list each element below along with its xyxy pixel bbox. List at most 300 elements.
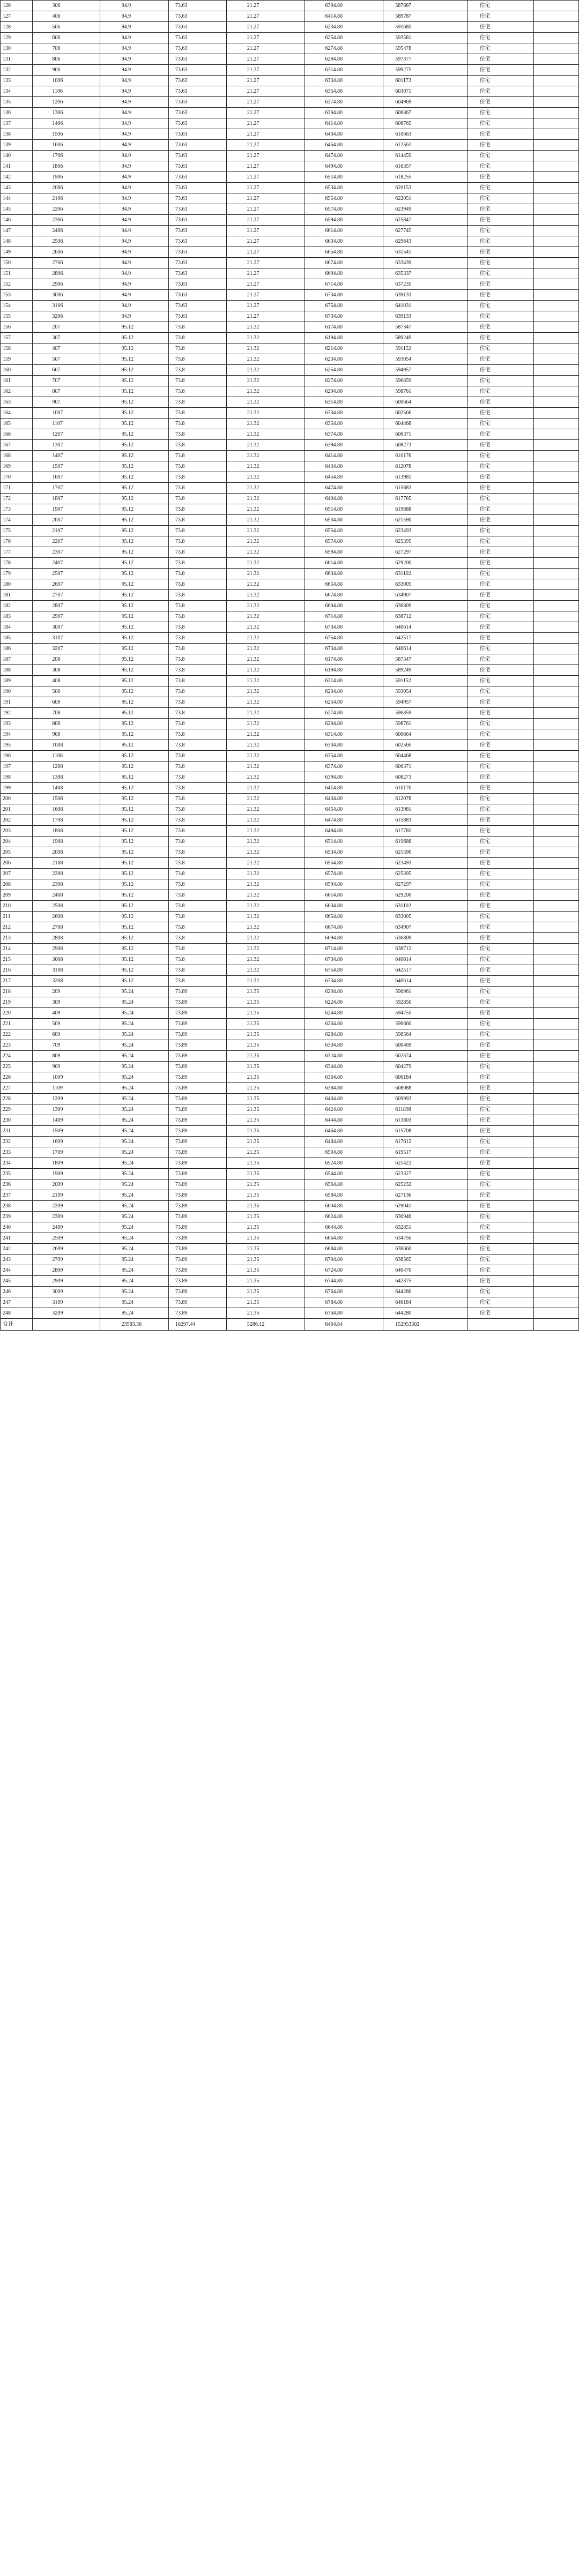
- table-row: [1, 43, 579, 54]
- gross-area-cell: 94.9: [100, 236, 168, 247]
- gross-area-cell: 95.12: [100, 365, 168, 376]
- total-price-cell: 640614: [383, 644, 468, 654]
- usage-cell: 住宅: [467, 547, 533, 558]
- inner-area-cell: 73.63: [168, 65, 226, 76]
- table-row: [1, 279, 579, 290]
- unit-number-cell: 308: [33, 665, 100, 676]
- usage-cell: 住宅: [467, 1137, 533, 1147]
- unit-price-cell: 6514.80: [305, 172, 383, 183]
- row-number-cell: 201: [1, 804, 33, 815]
- unit-price-cell: 6674.80: [305, 922, 383, 933]
- usage-cell: 住宅: [467, 301, 533, 311]
- unit-number-cell: 1407: [33, 451, 100, 461]
- inner-area-cell: 73.8: [168, 783, 226, 794]
- total-price-cell: 600469: [383, 1040, 468, 1051]
- unit-price-cell: 6354.80: [305, 419, 383, 429]
- row-number-cell: 158: [1, 344, 33, 354]
- shared-area-cell: 21.35: [226, 1244, 305, 1255]
- total-price-cell: 598761: [383, 386, 468, 397]
- total-price-cell: 614459: [383, 151, 468, 161]
- row-number-cell: 210: [1, 901, 33, 912]
- gross-area-cell: 95.24: [100, 1190, 168, 1201]
- gross-area-cell: 95.12: [100, 440, 168, 451]
- unit-number-cell: 2606: [33, 247, 100, 258]
- remark-cell: [533, 783, 578, 794]
- remark-cell: [533, 290, 578, 301]
- inner-area-cell: 73.8: [168, 719, 226, 729]
- inner-area-cell: 73.8: [168, 461, 226, 472]
- unit-price-cell: 6444.80: [305, 1115, 383, 1126]
- shared-area-cell: 21.32: [226, 815, 305, 826]
- shared-area-cell: 21.32: [226, 365, 305, 376]
- gross-area-cell: 95.24: [100, 1104, 168, 1115]
- unit-price-cell: 6574.80: [305, 204, 383, 215]
- inner-area-cell: 73.8: [168, 419, 226, 429]
- total-price-cell: 610176: [383, 783, 468, 794]
- unit-price-cell: 6754.80: [305, 965, 383, 976]
- total-price-cell: 640614: [383, 622, 468, 633]
- remark-cell: [533, 461, 578, 472]
- inner-area-cell: 73.89: [168, 1115, 226, 1126]
- row-number-cell: 209: [1, 890, 33, 901]
- total-price-cell: 619688: [383, 837, 468, 847]
- unit-price-cell: 6434.80: [305, 129, 383, 140]
- usage-cell: 住宅: [467, 1222, 533, 1233]
- gross-area-cell: 95.12: [100, 761, 168, 772]
- inner-area-cell: 73.8: [168, 697, 226, 708]
- inner-area-cell: 73.8: [168, 815, 226, 826]
- table-row: [1, 1137, 579, 1147]
- table-row: [1, 22, 579, 33]
- shared-area-cell: 21.27: [226, 43, 305, 54]
- usage-cell: 住宅: [467, 1265, 533, 1276]
- table-row: [1, 697, 579, 708]
- unit-price-cell: 6494.80: [305, 161, 383, 172]
- unit-price-cell: 6574.80: [305, 869, 383, 879]
- unit-number-cell: 1206: [33, 97, 100, 108]
- gross-area-cell: 95.24: [100, 1019, 168, 1029]
- total-price-cell: 598761: [383, 719, 468, 729]
- table-row: [1, 1212, 579, 1222]
- usage-cell: 住宅: [467, 1147, 533, 1158]
- unit-price-cell: 6554.80: [305, 193, 383, 204]
- row-number-cell: 244: [1, 1265, 33, 1276]
- shared-area-cell: 21.32: [226, 483, 305, 494]
- inner-area-cell: 73.89: [168, 1029, 226, 1040]
- table-row: [1, 558, 579, 569]
- table-row: [1, 815, 579, 826]
- unit-number-cell: 507: [33, 354, 100, 365]
- row-number-cell: 237: [1, 1190, 33, 1201]
- gross-area-cell: 95.12: [100, 429, 168, 440]
- row-number-cell: 186: [1, 644, 33, 654]
- remark-cell: [533, 558, 578, 569]
- remark-cell: [533, 268, 578, 279]
- table-row: [1, 397, 579, 408]
- gross-area-cell: 94.9: [100, 22, 168, 33]
- shared-area-cell: 21.35: [226, 1287, 305, 1297]
- total-price-cell: 587347: [383, 654, 468, 665]
- total-price-cell: 636809: [383, 933, 468, 944]
- unit-price-cell: 6244.80: [305, 1008, 383, 1019]
- unit-number-cell: 2808: [33, 933, 100, 944]
- unit-number-cell: 307: [33, 333, 100, 344]
- inner-area-cell: 73.8: [168, 344, 226, 354]
- shared-area-cell: 21.27: [226, 193, 305, 204]
- shared-area-cell: 21.32: [226, 354, 305, 365]
- shared-area-cell: 21.27: [226, 204, 305, 215]
- gross-area-cell: 95.12: [100, 397, 168, 408]
- total-price-cell: 621422: [383, 1158, 468, 1169]
- total-price-cell: 615708: [383, 1126, 468, 1137]
- table-row: [1, 386, 579, 397]
- unit-price-cell: 6514.80: [305, 837, 383, 847]
- table-row: [1, 1072, 579, 1083]
- total-price-cell: 630946: [383, 1212, 468, 1222]
- remark-cell: [533, 1158, 578, 1169]
- unit-price-cell: 6714.80: [305, 611, 383, 622]
- inner-area-cell: 73.8: [168, 611, 226, 622]
- unit-price-cell: 6534.80: [305, 515, 383, 526]
- remark-cell: [533, 804, 578, 815]
- gross-area-cell: 95.12: [100, 579, 168, 590]
- unit-number-cell: 1907: [33, 504, 100, 515]
- row-number-cell: 152: [1, 279, 33, 290]
- total-row: [1, 1319, 579, 1331]
- unit-price-cell: 6564.80: [305, 1179, 383, 1190]
- row-number-cell: 148: [1, 236, 33, 247]
- unit-price-cell: 6574.80: [305, 536, 383, 547]
- usage-cell: 住宅: [467, 740, 533, 751]
- remark-cell: [533, 954, 578, 965]
- unit-price-cell: 6674.80: [305, 258, 383, 268]
- table-row: [1, 140, 579, 151]
- unit-number-cell: 2709: [33, 1255, 100, 1265]
- unit-number-cell: 3107: [33, 633, 100, 644]
- unit-number-cell: 2009: [33, 1179, 100, 1190]
- shared-area-cell: 21.32: [226, 558, 305, 569]
- inner-area-cell: 73.63: [168, 215, 226, 226]
- unit-number-cell: 1706: [33, 151, 100, 161]
- table-row: [1, 686, 579, 697]
- gross-area-cell: 95.12: [100, 686, 168, 697]
- remark-cell: [533, 611, 578, 622]
- table-row: [1, 1, 579, 11]
- usage-cell: 住宅: [467, 515, 533, 526]
- usage-cell: 住宅: [467, 794, 533, 804]
- shared-area-cell: 21.27: [226, 301, 305, 311]
- unit-number-cell: 409: [33, 1008, 100, 1019]
- inner-area-cell: 73.89: [168, 1126, 226, 1137]
- total-price-cell: 600664: [383, 397, 468, 408]
- remark-cell: [533, 1276, 578, 1287]
- unit-number-cell: 1708: [33, 815, 100, 826]
- usage-cell: 住宅: [467, 761, 533, 772]
- inner-area-cell: 73.63: [168, 108, 226, 118]
- unit-price-cell: 6454.80: [305, 140, 383, 151]
- row-number-cell: 184: [1, 622, 33, 633]
- table-row: [1, 1126, 579, 1137]
- usage-cell: 住宅: [467, 22, 533, 33]
- inner-area-cell: 73.8: [168, 590, 226, 601]
- row-number-cell: 190: [1, 686, 33, 697]
- shared-area-cell: 21.27: [226, 54, 305, 65]
- total-price-cell: 589249: [383, 333, 468, 344]
- inner-area-cell: 73.89: [168, 1083, 226, 1094]
- table-row: [1, 451, 579, 461]
- inner-area-cell: 73.63: [168, 226, 226, 236]
- shared-area-cell: 21.32: [226, 526, 305, 536]
- usage-cell: 住宅: [467, 772, 533, 783]
- table-row: [1, 1276, 579, 1287]
- unit-number-cell: 709: [33, 1040, 100, 1051]
- unit-number-cell: 3208: [33, 976, 100, 987]
- gross-area-cell: 95.24: [100, 1244, 168, 1255]
- row-number-cell: 247: [1, 1297, 33, 1308]
- gross-area-cell: 95.24: [100, 1147, 168, 1158]
- gross-area-cell: 94.9: [100, 193, 168, 204]
- total-price-cell: 623493: [383, 526, 468, 536]
- row-number-cell: 198: [1, 772, 33, 783]
- gross-area-cell: 94.9: [100, 43, 168, 54]
- remark-cell: [533, 515, 578, 526]
- shared-area-cell: 21.32: [226, 772, 305, 783]
- gross-area-cell: 95.12: [100, 665, 168, 676]
- unit-price-cell: 6634.80: [305, 569, 383, 579]
- unit-number-cell: 2506: [33, 236, 100, 247]
- table-row: [1, 1287, 579, 1297]
- row-number-cell: 195: [1, 740, 33, 751]
- total-price-cell: 594957: [383, 697, 468, 708]
- unit-price-cell: 6664.80: [305, 1233, 383, 1244]
- gross-area-cell: 95.12: [100, 322, 168, 333]
- shared-area-cell: 21.32: [226, 376, 305, 386]
- total-price-cell: 639133: [383, 311, 468, 322]
- unit-number-cell: 1807: [33, 494, 100, 504]
- usage-cell: 住宅: [467, 644, 533, 654]
- row-number-cell: 135: [1, 97, 33, 108]
- gross-area-cell: 94.9: [100, 215, 168, 226]
- usage-cell: 住宅: [467, 333, 533, 344]
- total-price-cell: 637235: [383, 279, 468, 290]
- row-number-cell: 154: [1, 301, 33, 311]
- inner-area-cell: 73.89: [168, 1233, 226, 1244]
- inner-area-cell: 73.89: [168, 1072, 226, 1083]
- gross-area-cell: 95.12: [100, 794, 168, 804]
- unit-price-cell: 6474.80: [305, 151, 383, 161]
- total-price-cell: 631102: [383, 569, 468, 579]
- shared-area-cell: 21.32: [226, 461, 305, 472]
- unit-number-cell: 2006: [33, 183, 100, 193]
- shared-area-cell: 21.32: [226, 729, 305, 740]
- remark-cell: [533, 676, 578, 686]
- shared-area-cell: 21.32: [226, 622, 305, 633]
- inner-area-cell: 73.63: [168, 161, 226, 172]
- unit-number-cell: 2108: [33, 858, 100, 869]
- remark-cell: [533, 472, 578, 483]
- usage-cell: 住宅: [467, 215, 533, 226]
- unit-number-cell: 2707: [33, 590, 100, 601]
- total-price-cell: 606184: [383, 1072, 468, 1083]
- total-price-cell: 620153: [383, 183, 468, 193]
- unit-price-cell: 6714.80: [305, 279, 383, 290]
- usage-cell: 住宅: [467, 1094, 533, 1104]
- inner-area-cell: 73.8: [168, 483, 226, 494]
- shared-area-cell: 21.27: [226, 97, 305, 108]
- unit-number-cell: 1509: [33, 1126, 100, 1137]
- unit-number-cell: 3106: [33, 301, 100, 311]
- row-number-cell: 238: [1, 1201, 33, 1212]
- usage-cell: 住宅: [467, 365, 533, 376]
- total-price-cell: 636660: [383, 1244, 468, 1255]
- unit-price-cell: 6254.80: [305, 365, 383, 376]
- usage-cell: 住宅: [467, 1104, 533, 1115]
- unit-number-cell: 908: [33, 729, 100, 740]
- remark-cell: [533, 654, 578, 665]
- total-price-cell: 623949: [383, 204, 468, 215]
- remark-cell: [533, 1062, 578, 1072]
- table-row: [1, 97, 579, 108]
- remark-cell: [533, 1, 578, 11]
- inner-area-cell: 73.8: [168, 944, 226, 954]
- gross-area-cell: 95.12: [100, 815, 168, 826]
- shared-area-cell: 21.32: [226, 494, 305, 504]
- remark-cell: [533, 1190, 578, 1201]
- shared-area-cell: 21.32: [226, 965, 305, 976]
- inner-area-cell: 73.8: [168, 858, 226, 869]
- unit-price-cell: 6594.80: [305, 547, 383, 558]
- table-row: [1, 54, 579, 65]
- row-number-cell: 206: [1, 858, 33, 869]
- unit-number-cell: 1409: [33, 1115, 100, 1126]
- total-price-cell: 642375: [383, 1276, 468, 1287]
- total-price-cell: 598564: [383, 1029, 468, 1040]
- unit-price-cell: 6474.80: [305, 815, 383, 826]
- shared-area-cell: 21.27: [226, 108, 305, 118]
- usage-cell: 住宅: [467, 719, 533, 729]
- unit-number-cell: 1207: [33, 429, 100, 440]
- row-number-cell: 136: [1, 108, 33, 118]
- gross-area-cell: 95.12: [100, 461, 168, 472]
- gross-area-cell: 95.12: [100, 890, 168, 901]
- unit-number-cell: 2008: [33, 847, 100, 858]
- usage-cell: 住宅: [467, 322, 533, 333]
- unit-price-cell: 6394.80: [305, 108, 383, 118]
- total-price-cell: 601173: [383, 76, 468, 86]
- unit-number-cell: 608: [33, 697, 100, 708]
- inner-area-cell: 73.8: [168, 408, 226, 419]
- usage-cell: 住宅: [467, 558, 533, 569]
- usage-cell: 住宅: [467, 858, 533, 869]
- usage-cell: 住宅: [467, 451, 533, 461]
- total-price-cell: 629200: [383, 890, 468, 901]
- total-price-cell: 597377: [383, 54, 468, 65]
- unit-number-cell: 1606: [33, 140, 100, 151]
- unit-price-cell: 6784.80: [305, 1297, 383, 1308]
- row-number-cell: 156: [1, 322, 33, 333]
- shared-area-cell: 21.32: [226, 847, 305, 858]
- unit-number-cell: 1408: [33, 783, 100, 794]
- row-number-cell: 182: [1, 601, 33, 611]
- usage-cell: 住宅: [467, 118, 533, 129]
- gross-area-cell: 95.24: [100, 1008, 168, 1019]
- unit-number-cell: 209: [33, 987, 100, 997]
- unit-price-cell: 6174.80: [305, 654, 383, 665]
- shared-area-cell: 21.32: [226, 515, 305, 526]
- unit-number-cell: 1108: [33, 751, 100, 761]
- shared-area-cell: 21.32: [226, 654, 305, 665]
- table-row: [1, 665, 579, 676]
- total-price-cell: 625395: [383, 869, 468, 879]
- unit-price-cell: 6374.80: [305, 97, 383, 108]
- unit-price-cell: 6734.80: [305, 290, 383, 301]
- usage-cell: 住宅: [467, 86, 533, 97]
- table-row: [1, 311, 579, 322]
- gross-area-cell: 95.24: [100, 1051, 168, 1062]
- gross-area-cell: 95.12: [100, 708, 168, 719]
- shared-area-cell: 21.35: [226, 1190, 305, 1201]
- remark-cell: [533, 419, 578, 429]
- row-number-cell: 225: [1, 1062, 33, 1072]
- shared-area-cell: 21.27: [226, 258, 305, 268]
- usage-cell: 住宅: [467, 140, 533, 151]
- unit-price-cell: 6404.80: [305, 1094, 383, 1104]
- shared-area-cell: 21.35: [226, 1051, 305, 1062]
- inner-area-cell: 73.63: [168, 268, 226, 279]
- remark-cell: [533, 965, 578, 976]
- row-number-cell: 200: [1, 794, 33, 804]
- gross-area-cell: 95.12: [100, 944, 168, 954]
- total-unit-number-cell: [33, 1319, 100, 1331]
- inner-area-cell: 73.89: [168, 1158, 226, 1169]
- unit-price-cell: 6644.80: [305, 1222, 383, 1233]
- usage-cell: 住宅: [467, 569, 533, 579]
- total-price-cell: 631102: [383, 901, 468, 912]
- gross-area-cell: 95.24: [100, 1265, 168, 1276]
- row-number-cell: 245: [1, 1276, 33, 1287]
- total-price-cell: 612078: [383, 794, 468, 804]
- shared-area-cell: 21.35: [226, 1265, 305, 1276]
- usage-cell: 住宅: [467, 226, 533, 236]
- gross-area-cell: 95.12: [100, 333, 168, 344]
- total-price-cell: 638712: [383, 611, 468, 622]
- usage-cell: 住宅: [467, 611, 533, 622]
- total-price-cell: 593054: [383, 686, 468, 697]
- shared-area-cell: 21.32: [226, 933, 305, 944]
- row-number-cell: 137: [1, 118, 33, 129]
- table-row: [1, 708, 579, 719]
- shared-area-cell: 21.35: [226, 1297, 305, 1308]
- unit-number-cell: 406: [33, 11, 100, 22]
- remark-cell: [533, 1147, 578, 1158]
- remark-cell: [533, 686, 578, 697]
- gross-area-cell: 95.24: [100, 1308, 168, 1319]
- unit-number-cell: 1309: [33, 1104, 100, 1115]
- gross-area-cell: 95.12: [100, 590, 168, 601]
- total-price-cell: 602566: [383, 408, 468, 419]
- usage-cell: 住宅: [467, 676, 533, 686]
- usage-cell: 住宅: [467, 354, 533, 365]
- inner-area-cell: 73.8: [168, 333, 226, 344]
- inner-area-cell: 73.89: [168, 1265, 226, 1276]
- inner-area-cell: 73.89: [168, 1308, 226, 1319]
- shared-area-cell: 21.32: [226, 419, 305, 429]
- total-price-cell: 608273: [383, 772, 468, 783]
- usage-cell: 住宅: [467, 1212, 533, 1222]
- table-row: [1, 226, 579, 236]
- usage-cell: 住宅: [467, 419, 533, 429]
- inner-area-cell: 73.89: [168, 1062, 226, 1072]
